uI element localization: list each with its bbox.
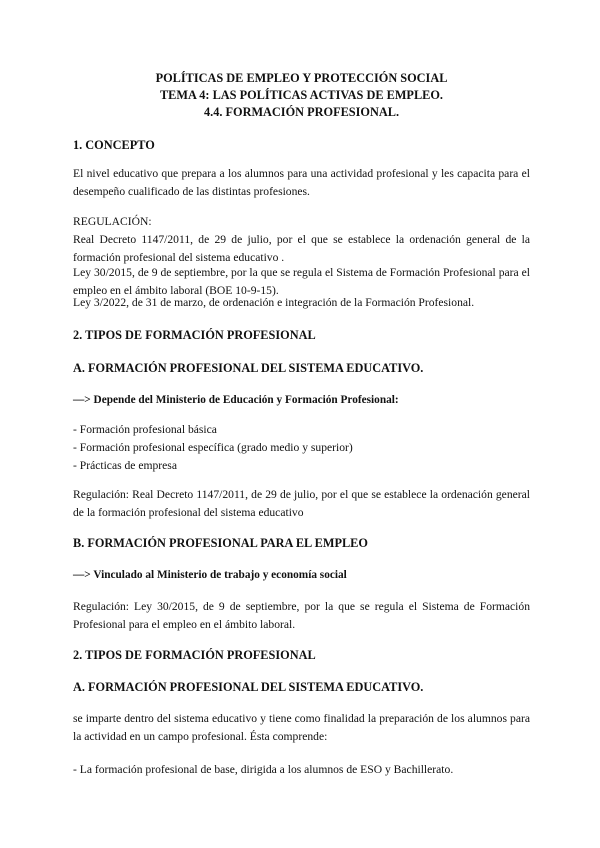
document-header (73, 70, 530, 121)
fp-types-list (73, 421, 530, 475)
header-line-2: TEMA 4: LAS POLÍTICAS ACTIVAS DE EMPLEO. (159, 88, 443, 102)
section-heading-concepto: 1. CONCEPTO (73, 138, 155, 152)
regulacion-sistema-educativo: Regulación: Real Decreto 1147/2011, de 29 de julio, por el que se establece la ordenación general de la formación profesional del sistema educativo (73, 488, 530, 519)
list-item: - Prácticas de empresa (73, 459, 177, 472)
header-line-3: 4.4. FORMACIÓN PROFESIONAL. (203, 105, 400, 119)
regulacion-item: Ley 3/2022, de 31 de marzo, de ordenación e integración de la Formación Profesional. (73, 296, 475, 309)
subsection-heading-sistema-educativo-repeat: A. FORMACIÓN PROFESIONAL DEL SISTEMA EDUCATIVO. (73, 680, 424, 694)
subsection-heading-sistema-educativo: A. FORMACIÓN PROFESIONAL DEL SISTEMA EDUCATIVO. (73, 361, 424, 375)
list-item: - Formación profesional básica (73, 423, 217, 436)
concepto-paragraph: El nivel educativo que prepara a los alumnos para una actividad profesional y les capacita para el desempeño cualificado de las distintas profesiones. (73, 167, 530, 198)
regulacion-empleo: Regulación: Ley 30/2015, de 9 de septiembre, por la que se regula el Sistema de Formación Profesional para el empleo en el ámbito laboral. (73, 600, 530, 631)
list-item-base: - La formación profesional de base, dirigida a los alumnos de ESO y Bachillerato. (73, 763, 454, 776)
sistema-educativo-paragraph: se imparte dentro del sistema educativo y tiene como finalidad la preparación de los alumnos para la actividad en un campo profesional. Ésta comprende: (73, 712, 530, 743)
section-heading-tipos: 2. TIPOS DE FORMACIÓN PROFESIONAL (73, 328, 316, 342)
regulacion-item: Ley 30/2015, de 9 de septiembre, por la que se regula el Sistema de Formación Profesional para el empleo en el ámbito laboral (BOE 10-9-15). (73, 266, 530, 297)
regulacion-item: Real Decreto 1147/2011, de 29 de julio, por el que se establece la ordenación general de la formación profesional del sistema educativo . (73, 233, 530, 264)
subsection-heading-empleo: B. FORMACIÓN PROFESIONAL PARA EL EMPLEO (73, 536, 368, 550)
depende-ministerio-line: —> Depende del Ministerio de Educación y Formación Profesional: (73, 394, 399, 406)
header-line-1: POLÍTICAS DE EMPLEO Y PROTECCIÓN SOCIAL (155, 71, 448, 85)
vinculado-ministerio-line: —> Vinculado al Ministerio de trabajo y economía social (73, 569, 347, 581)
list-item: - Formación profesional específica (grado medio y superior) (73, 441, 353, 454)
regulacion-label: REGULACIÓN: (73, 215, 152, 228)
section-heading-tipos-repeat: 2. TIPOS DE FORMACIÓN PROFESIONAL (73, 648, 316, 662)
